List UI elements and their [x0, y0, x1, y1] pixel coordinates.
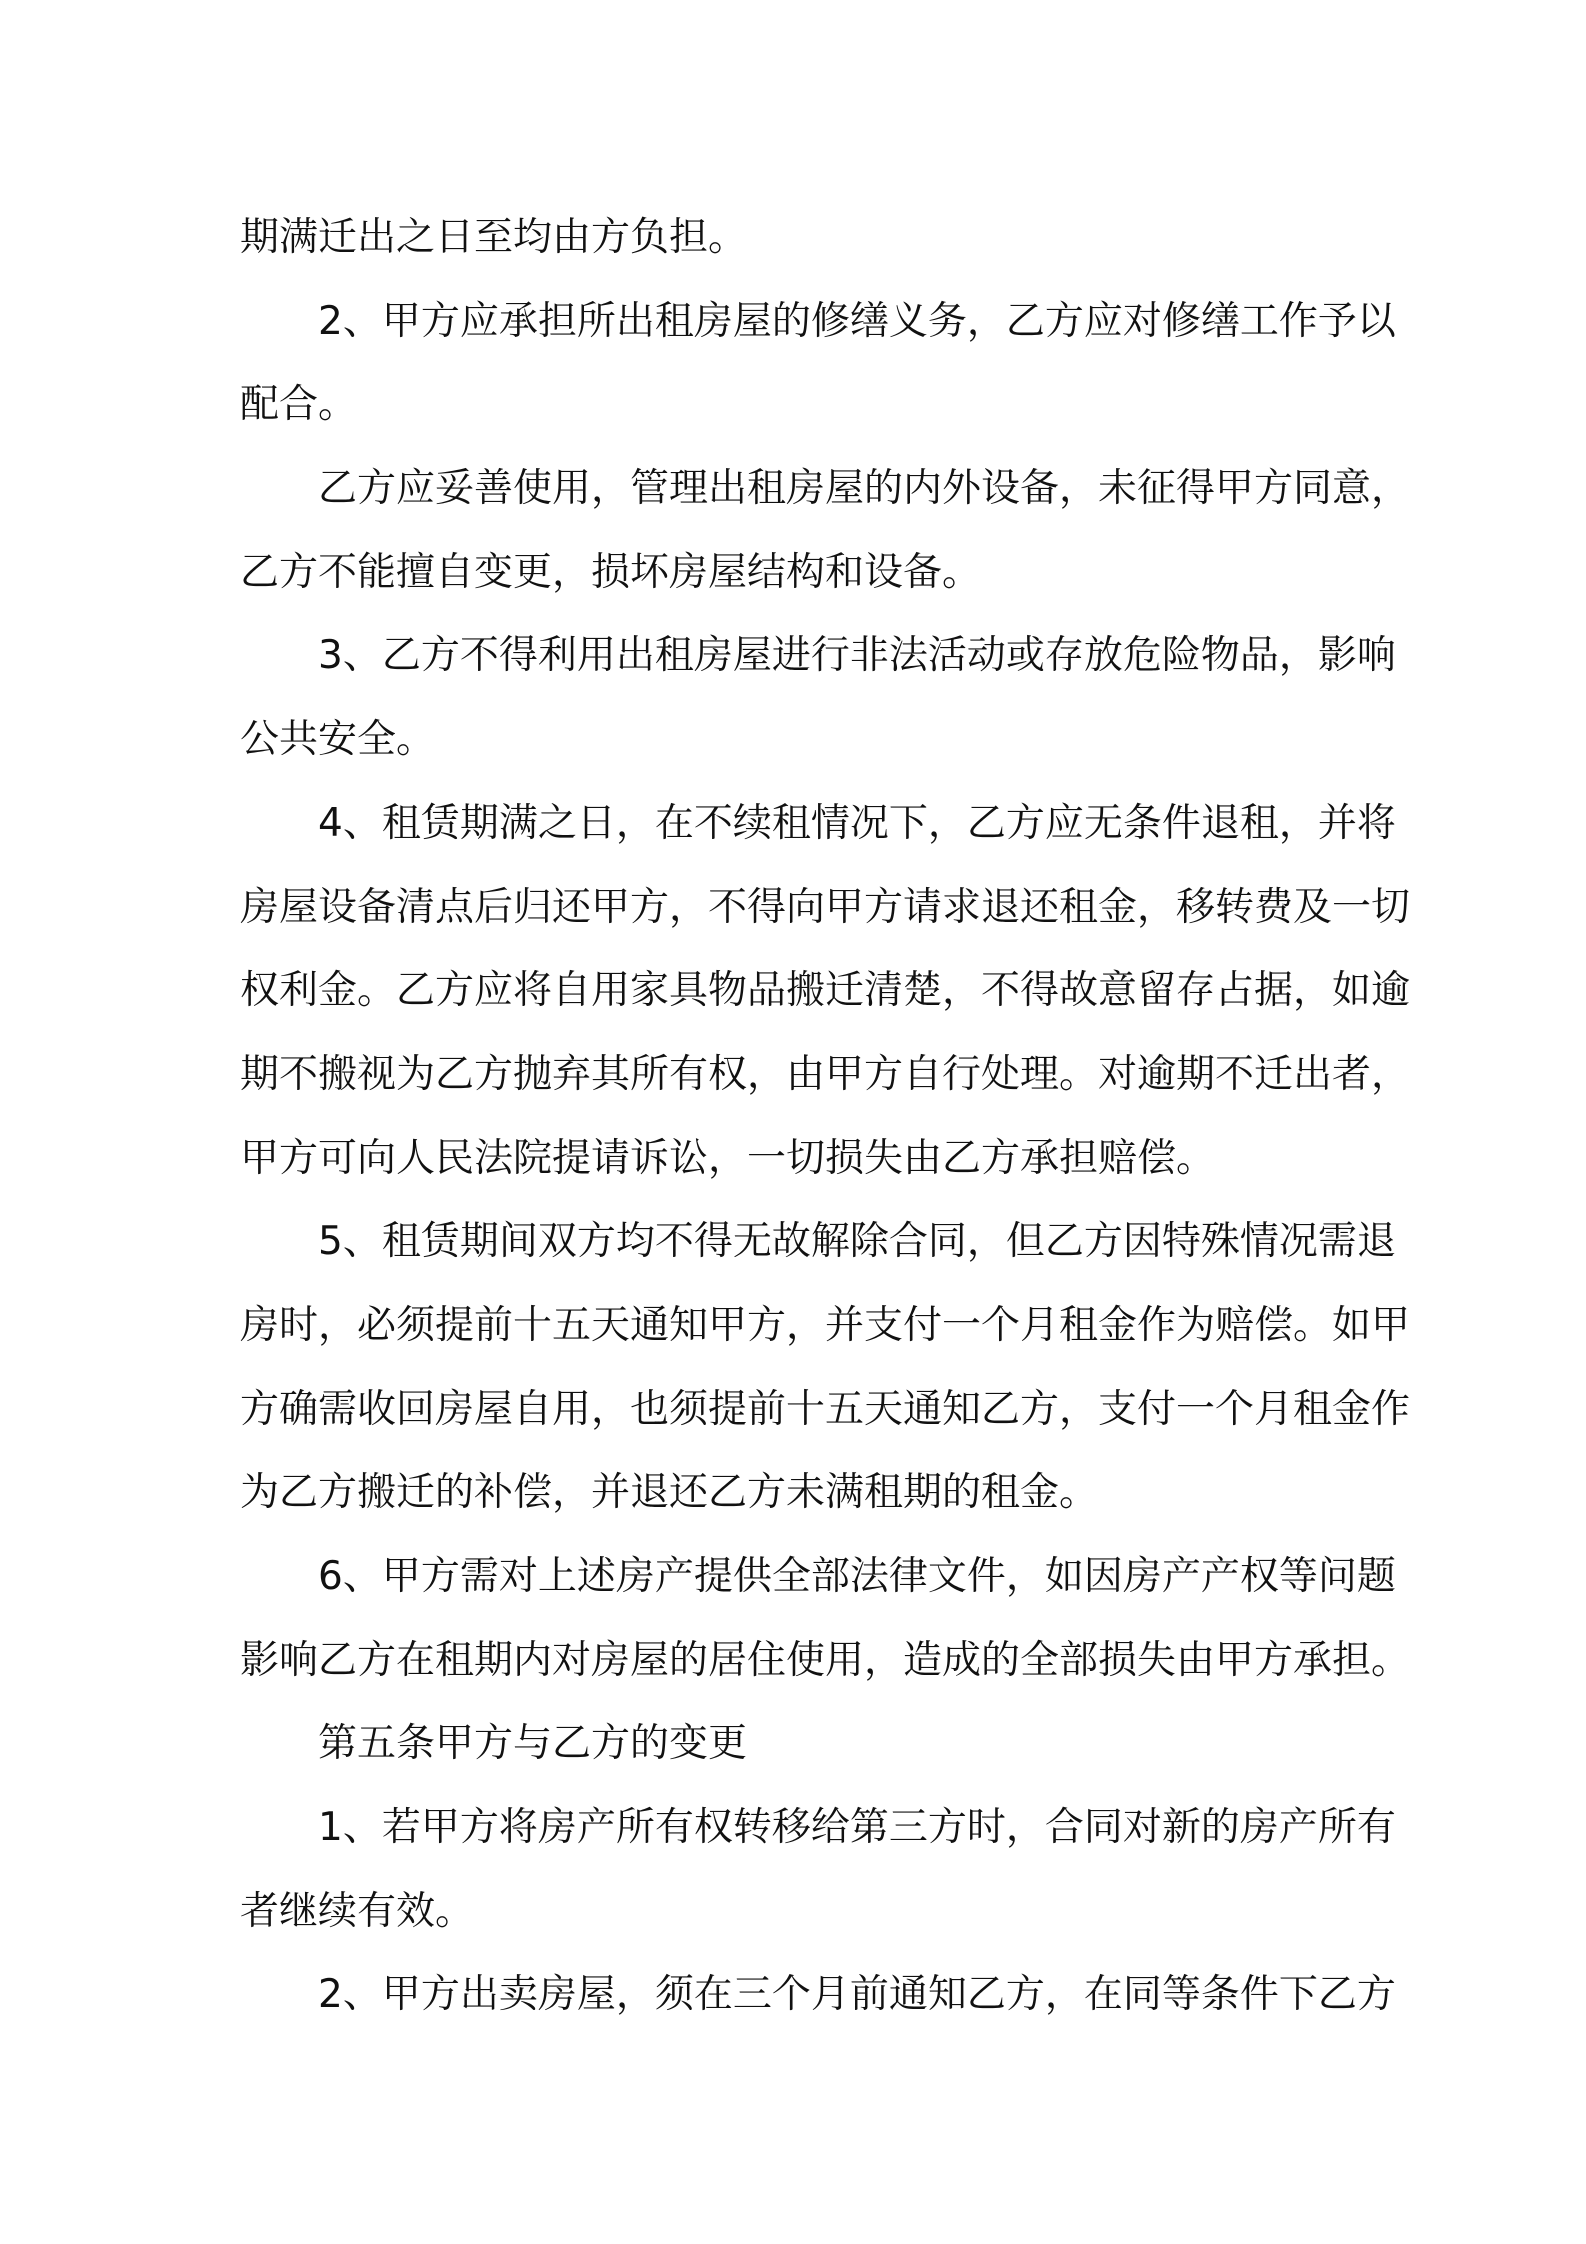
- text-line: 期满迁出之日至均由方负担。: [240, 215, 748, 260]
- text-line: 4、租赁期满之日，在不续租情况下，乙方应无条件退租，并将: [318, 800, 1396, 846]
- text-line: 影响乙方在租期内对房屋的居住使用，造成的全部损失由甲方承担。: [240, 1637, 1411, 1683]
- text-line: 3、乙方不得利用出租房屋进行非法活动或存放危险物品，影响: [318, 633, 1396, 679]
- text-line: 方确需收回房屋自用，也须提前十五天通知乙方，支付一个月租金作: [240, 1386, 1411, 1432]
- text-line: 公共安全。: [240, 717, 436, 763]
- document-body: [240, 196, 1411, 2037]
- text-line: 乙方应妥善使用，管理出租房屋的内外设备，未征得甲方同意，: [318, 466, 1411, 512]
- text-line: 6、甲方需对上述房产提供全部法律文件，如因房产产权等问题: [318, 1554, 1396, 1599]
- text-line: 2、甲方应承担所出租房屋的修缮义务，乙方应对修缮工作予以: [318, 298, 1396, 344]
- text-line: 乙方不能擅自变更，损坏房屋结构和设备。: [240, 549, 982, 595]
- text-line: 1、若甲方将房产所有权转移给第三方时，合同对新的房产所有: [318, 1805, 1396, 1851]
- text-line: 者继续有效。: [240, 1888, 475, 1934]
- text-line: 为乙方搬迁的补偿，并退还乙方未满租期的租金。: [240, 1470, 1099, 1516]
- text-line: 期不搬视为乙方抛弃其所有权，由甲方自行处理。对逾期不迁出者，: [240, 1051, 1411, 1097]
- text-line: 配合。: [240, 382, 358, 428]
- text-line: 房时，必须提前十五天通知甲方，并支付一个月租金作为赔偿。如甲: [240, 1302, 1411, 1348]
- text-line: 甲方可向人民法院提请诉讼，一切损失由乙方承担赔偿。: [240, 1135, 1216, 1181]
- text-line: 2、甲方出卖房屋，须在三个月前通知乙方，在同等条件下乙方: [318, 1972, 1396, 2018]
- text-line: 房屋设备清点后归还甲方，不得向甲方请求退还租金，移转费及一切: [240, 884, 1411, 930]
- text-line: 权利金。乙方应将自用家具物品搬迁清楚，不得故意留存占据，如逾: [240, 968, 1411, 1014]
- section-heading: 第五条甲方与乙方的变更: [318, 1721, 748, 1767]
- text-line: 5、租赁期间双方均不得无故解除合同，但乙方因特殊情况需退: [318, 1219, 1396, 1265]
